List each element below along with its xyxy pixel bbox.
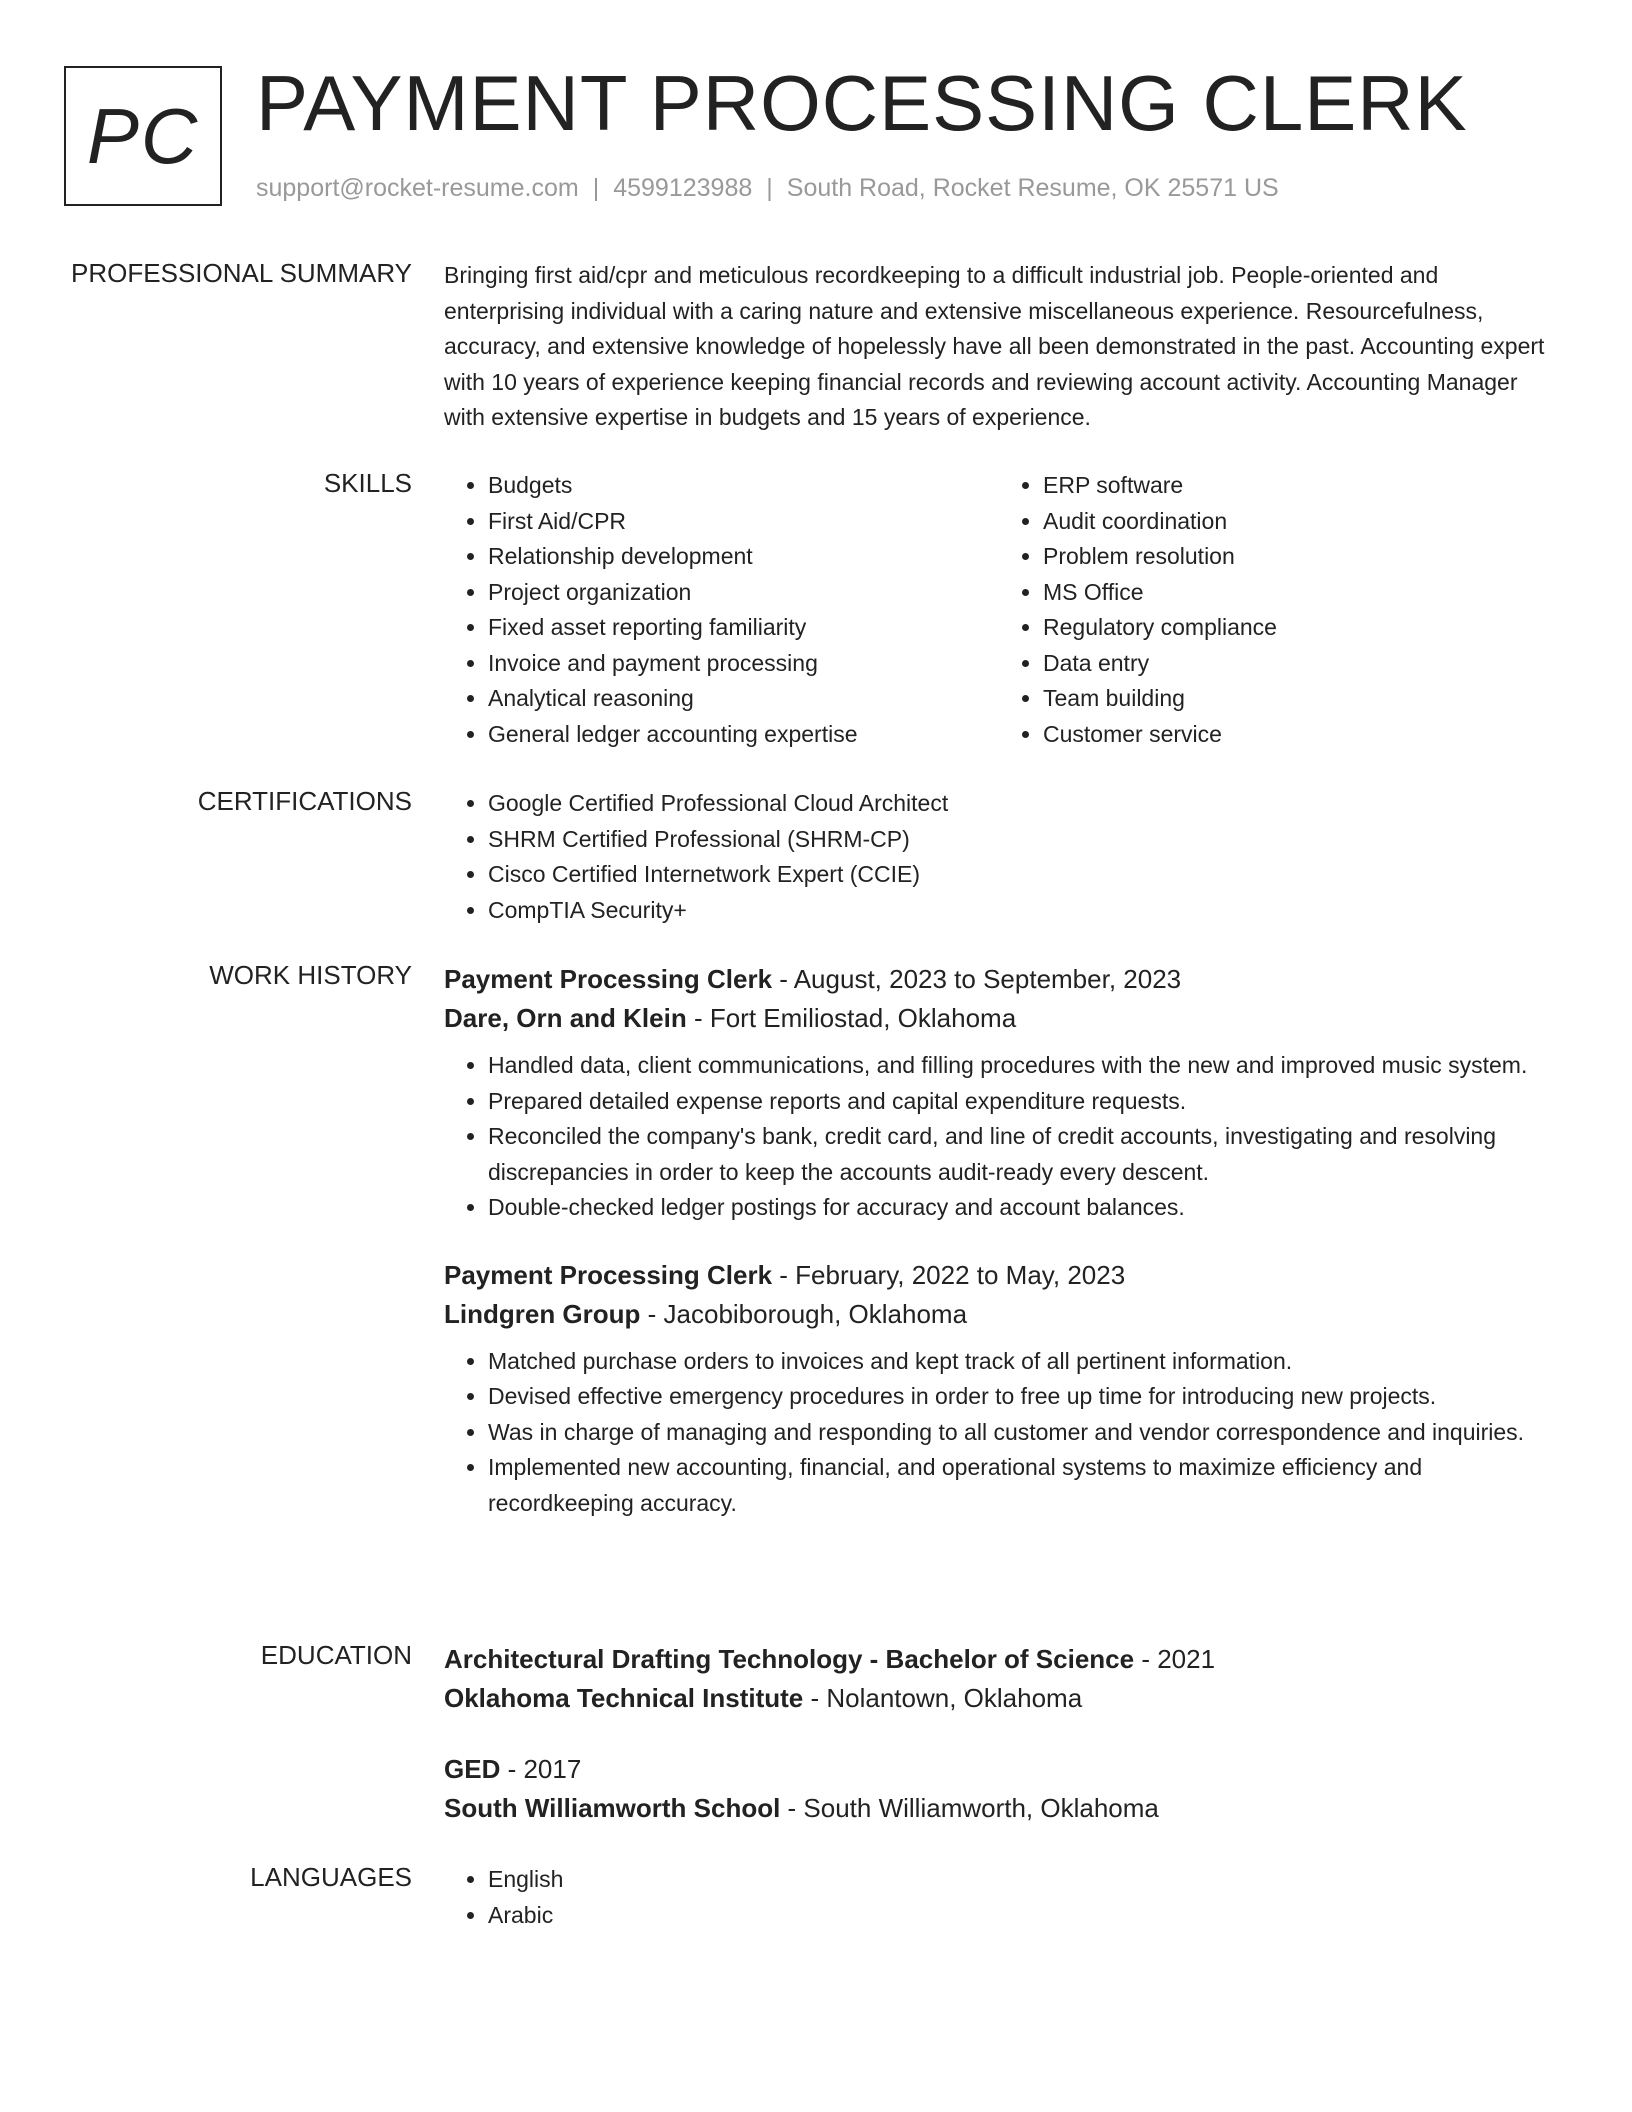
job-company: Lindgren Group	[444, 1298, 641, 1329]
job-title-line	[444, 1256, 1554, 1295]
list-item: • Budgets	[488, 468, 999, 504]
education-entry	[444, 1640, 1554, 1718]
job-entry	[444, 960, 1554, 1226]
list-item: • Regulatory compliance	[1043, 610, 1554, 646]
summary-body	[444, 258, 1554, 436]
education-school-line	[444, 1789, 1554, 1828]
skills-list-col2	[999, 468, 1554, 752]
education-school-line	[444, 1679, 1554, 1718]
work-history-body	[444, 960, 1554, 1551]
list-item: • Problem resolution	[1043, 539, 1554, 575]
education-degree: GED	[444, 1754, 501, 1784]
skills-body	[444, 468, 1554, 752]
languages-list	[444, 1862, 1554, 1933]
certifications-list	[444, 786, 1554, 928]
education-year: - 2021	[1134, 1644, 1216, 1674]
job-dates: - August, 2023 to September, 2023	[772, 964, 1182, 994]
contact-separator: |	[592, 174, 600, 202]
list-item: • Data entry	[1043, 646, 1554, 682]
list-item: • Customer service	[1043, 717, 1554, 753]
job-location: - Fort Emiliostad, Oklahoma	[686, 1003, 1017, 1033]
languages-body	[444, 1862, 1554, 1933]
list-item: • Reconciled the company's bank, credit card, and line of credit accounts, investigating and resolving discrepancies in order to keep the accounts audit-ready every descent.	[488, 1119, 1554, 1190]
contact-line	[256, 174, 1279, 203]
list-item: • CompTIA Security+	[488, 893, 1554, 929]
job-company-line	[444, 1295, 1554, 1334]
education-degree-line	[444, 1750, 1554, 1789]
list-item: • Arabic	[488, 1898, 1554, 1934]
section-title-skills: SKILLS	[323, 468, 412, 498]
certifications-body	[444, 786, 1554, 928]
education-school: South Williamworth School	[444, 1793, 781, 1823]
job-role: Payment Processing Clerk	[444, 1259, 773, 1290]
list-item: • Cisco Certified Internetwork Expert (CCIE)	[488, 857, 1554, 893]
summary-text: Bringing first aid/cpr and meticulous recordkeeping to a difficult industrial job. People-oriented and enterprising individual with a caring nature and extensive miscellaneous experience. Resourcefulness, accuracy, and extensive knowledge of hopelessly have all been demonstrated in the past. Accounting expert with 10 years of experience keeping financial records and reviewing account activity. Accounting Manager with extensive expertise in budgets and 15 years of experience.	[444, 262, 1545, 430]
contact-phone[interactable]: 4599123988	[613, 174, 753, 202]
list-item: • Analytical reasoning	[488, 681, 999, 717]
job-title-line	[444, 960, 1554, 999]
section-title-certifications: CERTIFICATIONS	[197, 786, 412, 816]
education-year: - 2017	[500, 1754, 582, 1784]
job-location: - Jacobiborough, Oklahoma	[640, 1298, 968, 1329]
list-item: • SHRM Certified Professional (SHRM-CP)	[488, 822, 1554, 858]
list-item: • Was in charge of managing and responding to all customer and vendor correspondence and inquiries.	[488, 1415, 1554, 1451]
list-item: • Project organization	[488, 575, 999, 611]
education-entry	[444, 1750, 1554, 1828]
list-item: • Google Certified Professional Cloud Architect	[488, 786, 1554, 822]
list-item: • Matched purchase orders to invoices and kept track of all pertinent information.	[488, 1344, 1554, 1380]
section-title-summary: PROFESSIONAL SUMMARY	[71, 258, 412, 288]
list-item: • Relationship development	[488, 539, 999, 575]
education-location: - Nolantown, Oklahoma	[803, 1683, 1083, 1713]
education-school: Oklahoma Technical Institute	[444, 1683, 804, 1713]
monogram-logo: PC	[64, 66, 222, 206]
list-item: • Team building	[1043, 681, 1554, 717]
section-title-languages: LANGUAGES	[250, 1862, 412, 1892]
list-item: • First Aid/CPR	[488, 504, 999, 540]
education-degree: Architectural Drafting Technology - Bachelor of Science	[444, 1644, 1135, 1674]
list-item: • Prepared detailed expense reports and capital expenditure requests.	[488, 1084, 1554, 1120]
job-duties-list	[444, 1048, 1554, 1226]
list-item: • Audit coordination	[1043, 504, 1554, 540]
contact-address: South Road, Rocket Resume, OK 25571 US	[786, 174, 1279, 202]
education-body	[444, 1640, 1554, 1860]
section-title-education: EDUCATION	[260, 1640, 412, 1670]
list-item: • ERP software	[1043, 468, 1554, 504]
job-company-line	[444, 999, 1554, 1038]
job-company: Dare, Orn and Klein	[444, 1003, 687, 1033]
list-item: • MS Office	[1043, 575, 1554, 611]
job-duties-list	[444, 1344, 1554, 1522]
education-degree-line	[444, 1640, 1554, 1679]
list-item: • Invoice and payment processing	[488, 646, 999, 682]
list-item: • Implemented new accounting, financial, and operational systems to maximize efficiency and recordkeeping accuracy.	[488, 1450, 1554, 1521]
list-item: • Handled data, client communications, and filling procedures with the new and improved music system.	[488, 1048, 1554, 1084]
job-role: Payment Processing Clerk	[444, 964, 773, 994]
list-item: • Devised effective emergency procedures in order to free up time for introducing new projects.	[488, 1379, 1554, 1415]
list-item: • English	[488, 1862, 1554, 1898]
skills-list-col1	[444, 468, 999, 752]
list-item: • Double-checked ledger postings for accuracy and account balances.	[488, 1190, 1554, 1226]
contact-separator: |	[766, 174, 773, 202]
job-entry	[444, 1256, 1554, 1522]
job-dates: - February, 2022 to May, 2023	[772, 1259, 1126, 1290]
list-item: • General ledger accounting expertise	[488, 717, 999, 753]
resume-title: PAYMENT PROCESSING CLERK	[256, 59, 1468, 147]
education-location: - South Williamworth, Oklahoma	[780, 1793, 1159, 1823]
contact-email[interactable]: support@rocket-resume.com	[256, 174, 579, 202]
list-item: • Fixed asset reporting familiarity	[488, 610, 999, 646]
section-title-work-history: WORK HISTORY	[209, 960, 412, 990]
